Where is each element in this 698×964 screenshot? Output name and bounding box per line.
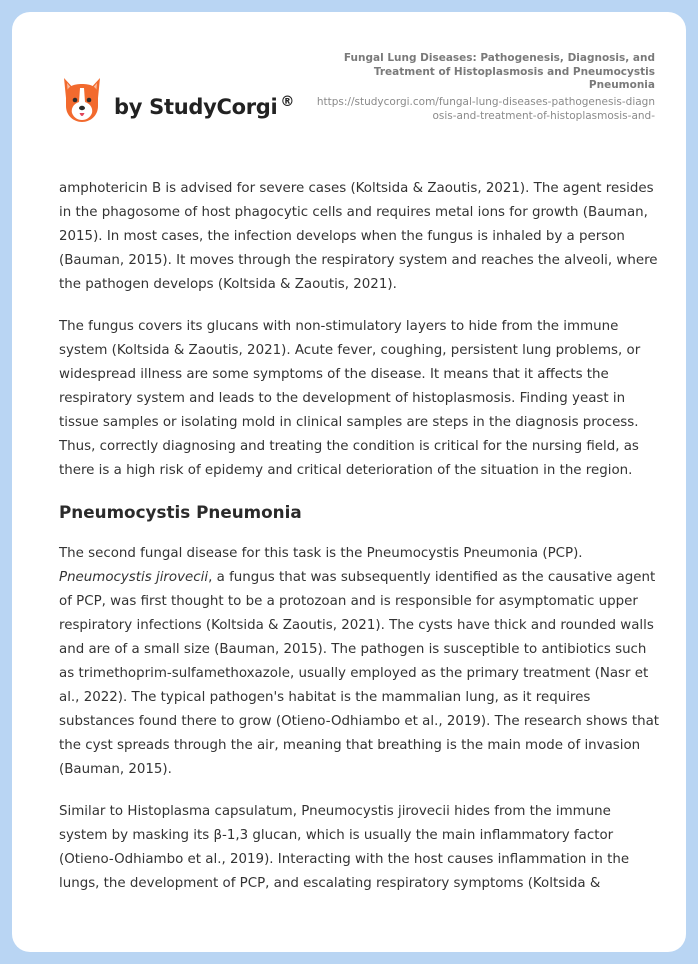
paragraph: amphotericin B is advised for severe cases (Koltsida & Zaoutis, 2021). The agent resides in the phagosome of host phagocytic cells and requires metal ions for growth (Bauman, 2015). In most cases, the infection develops when the fungus is inhaled by a person (Bauman, 2015). It moves through the respiratory system and reaches the alveoli, where the pathogen develops (Koltsida & Zaoutis, 2021). <box>59 181 658 292</box>
brand-name[interactable]: by StudyCorgi ® <box>114 94 295 119</box>
registered-mark: ® <box>280 94 295 110</box>
corgi-logo-icon <box>60 76 104 124</box>
paragraph: Similar to Histoplasma capsulatum, Pneumocystis jirovecii hides from the immune system by masking its β-1,3 glucan, which is usually the main inflammatory factor (Otieno-Odhiambo et al., 2019). Interacting with the host causes inflammation in the lungs, the development of PCP, and escalating respiratory symptoms (Koltsida & <box>59 804 630 891</box>
paragraph-text: The second fungal disease for this task is the Pneumocystis Pneumonia (PCP). <box>59 546 583 561</box>
page-header <box>12 12 686 142</box>
section-heading: Pneumocystis Pneumonia <box>59 502 302 522</box>
article-body <box>59 177 662 914</box>
species-name: Pneumocystis jirovecii <box>59 570 209 585</box>
document-url[interactable]: https://studycorgi.com/fungal-lung-diseases-pathogenesis-diagnosis-and-treatment-of-histoplasmosis-and- <box>316 96 655 122</box>
document-title: Fungal Lung Diseases: Pathogenesis, Diagnosis, and Treatment of Histoplasmosis and Pneumocystis Pneumonia <box>343 52 655 92</box>
paragraph-text: , a fungus that was subsequently identified as the causative agent of PCP, was first thought to be a protozoan and is responsible for asymptomatic upper respiratory infections (Koltsida & Zaoutis, 2021). The cysts have thick and rounded walls and are of a small size (Bauman, 2015). The pathogen is susceptible to antibiotics such as trimethoprim-sulfamethoxazole, usually employed as the primary treatment (Nasr et al., 2022). The typical pathogen's habitat is the mammalian lung, as it requires substances found there to grow (Otieno-Odhiambo et al., 2019). The research shows that the cyst spreads through the air, meaning that breathing is the main mode of invasion (Bauman, 2015). <box>59 570 660 777</box>
paragraph <box>59 542 662 782</box>
document-page <box>12 12 686 952</box>
paragraph: The fungus covers its glucans with non-stimulatory layers to hide from the immune system (Koltsida & Zaoutis, 2021). Acute fever, coughing, persistent lung problems, or widespread illness are some symptoms of the disease. It means that it affects the respiratory system and leads to the development of histoplasmosis. Finding yeast in tissue samples or isolating mold in clinical samples are steps in the diagnosis process. Thus, correctly diagnosing and treating the condition is critical for the nursing field, as there is a high risk of epidemy and critical deterioration of the situation in the region. <box>59 319 641 478</box>
